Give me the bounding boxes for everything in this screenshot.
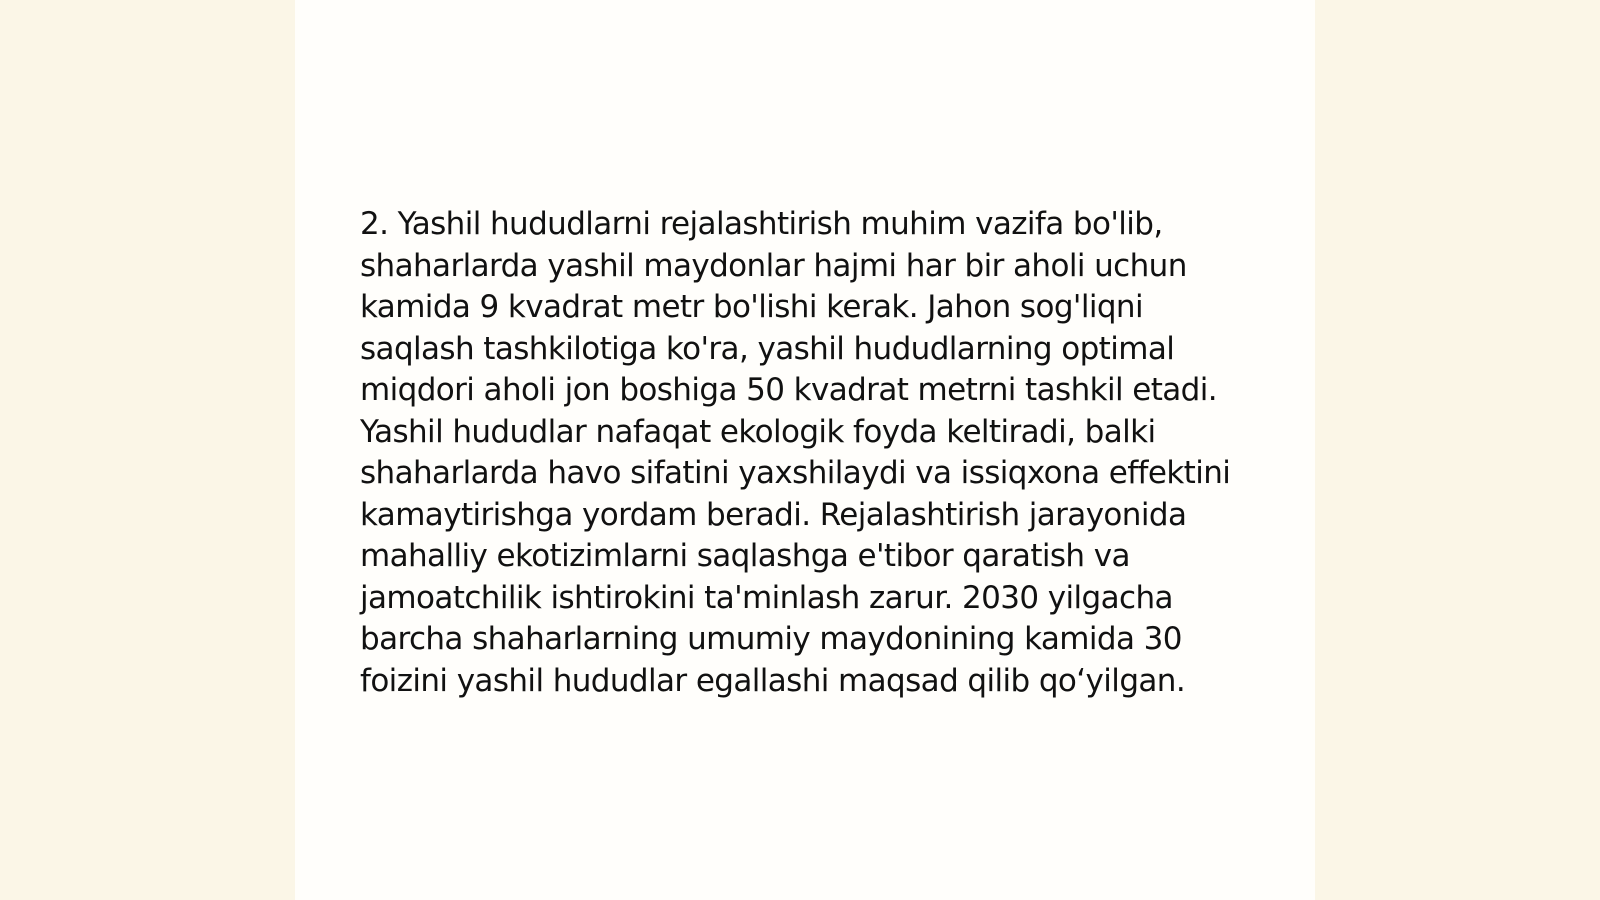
- left-margin: [0, 0, 295, 900]
- slide-body-text: 2. Yashil hududlarni rejalashtirish muhim vazifa bo'lib, shaharlarda yashil maydonlar hajmi har bir aholi uchun kamida 9 kvadrat metr bo'lishi kerak. Jahon sog'liqni saqlash tashkilotiga ko'ra, yashil hududlarning optimal miqdori aholi jon boshiga 50 kvadrat metrni tashkil etadi. Yashil hududlar nafaqat ekologik foyda keltiradi, balki shaharlarda havo sifatini yaxshilaydi va issiqxona effektini kamaytirishga yordam beradi. Rejalashtirish jarayonida mahalliy ekotizimlarni saqlashga e'tibor qaratish va jamoatchilik ishtirokini ta'minlash zarur. 2030 yilgacha barcha shaharlarning umumiy maydonining kamida 30 foizini yashil hududlar egallashi maqsad qilib qo‘yilgan.: [360, 206, 1231, 699]
- slide-canvas: [295, 0, 1315, 900]
- right-margin: [1315, 0, 1600, 900]
